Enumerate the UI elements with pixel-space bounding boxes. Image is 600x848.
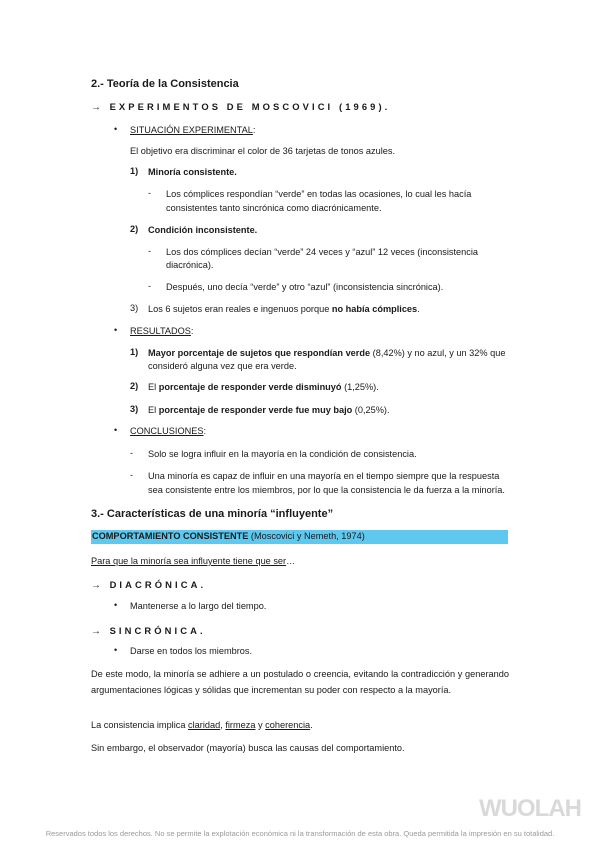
bullet-icon: • <box>114 425 118 435</box>
arrow-right-icon: → <box>91 626 101 637</box>
experiments-heading: EXPERIMENTOS DE MOSCOVICI (1969). <box>109 101 391 112</box>
sincronica-heading: SINCRÓNICA. <box>109 625 206 636</box>
dash-icon: - <box>130 448 133 458</box>
paragraph-2 <box>91 719 313 732</box>
experiments-heading-line <box>91 100 390 114</box>
result-2-bold: porcentaje de responder verde disminuyó <box>158 382 342 392</box>
resultados-heading <box>130 325 193 338</box>
result-1-rest: (8,42%) y no azul, y un 32% que <box>370 348 506 358</box>
dash-icon: - <box>148 188 151 198</box>
bullet-icon: • <box>114 325 118 335</box>
sincronica-bullet-text: Darse en todos los miembros. <box>130 646 253 656</box>
result-2-text <box>148 381 379 394</box>
diacronica-bullet-text: Mantenerse a lo largo del tiempo. <box>130 601 267 611</box>
section-3-title: 3.- Características de una minoría “influyente” <box>91 508 334 520</box>
result-3-rest: (0,25%). <box>352 405 390 415</box>
para-2-end: . <box>310 720 313 730</box>
section-3-intro <box>91 555 295 568</box>
item-2-text-a-line-1: Los dos cómplices decían “verde” 24 veces y “azul” 12 veces (inconsistencia <box>166 247 479 257</box>
conclusion-2-line-2: sea consistente entre los miembros, por lo que la consistencia le da fuerza a la minoría. <box>148 485 505 495</box>
situacion-heading <box>130 124 255 137</box>
arrow-right-icon: → <box>91 102 101 113</box>
diacronica-heading-line <box>91 578 206 592</box>
conclusiones-label: CONCLUSIONES <box>130 426 204 436</box>
diacronica-heading: DIACRÓNICA. <box>109 579 207 590</box>
word-claridad: claridad <box>188 720 221 730</box>
result-2-pre: El <box>148 382 159 392</box>
result-3-bold: porcentaje de responder verde fue muy bajo <box>158 405 353 415</box>
paragraph-3: Sin embargo, el observador (mayoría) busca las causas del comportamiento. <box>91 743 405 753</box>
result-2-number: 2) <box>130 381 139 391</box>
colon: : <box>203 426 207 436</box>
item-2-label: Condición inconsistente. <box>148 225 258 235</box>
conclusion-1: Solo se logra influir en la mayoría en la condición de consistencia. <box>148 449 417 459</box>
result-2-rest: (1,25%). <box>341 382 379 392</box>
highlight-text <box>92 530 365 543</box>
colon: : <box>252 125 256 135</box>
item-3-text <box>148 303 420 316</box>
conclusiones-heading <box>130 425 206 438</box>
situacion-label: SITUACIÓN EXPERIMENTAL <box>130 125 253 135</box>
item-3-number: 3) <box>130 303 139 313</box>
arrow-right-icon: → <box>91 580 101 591</box>
item-1-number: 1) <box>130 166 139 176</box>
dash-icon: - <box>148 246 151 256</box>
item-2-number: 2) <box>130 224 139 234</box>
word-coherencia: coherencia <box>265 720 311 730</box>
item-3-text-post: . <box>417 304 420 314</box>
item-2-text-a-line-2: diacrónica). <box>166 260 214 270</box>
paragraph-1: De este modo, la minoría se adhiere a un postulado o creencia, evitando la contradicción y generando argumentaciones lógicas y sólidas que incrementan su poder con respecto a la mayoría. <box>91 669 509 695</box>
item-2-text-b: Después, uno decía “verde” y otro “azul” (inconsistencia sincrónica). <box>166 282 444 292</box>
item-1-text-line-1: Los cómplices respondían “verde” en todas las ocasiones, lo cual les hacía <box>166 189 472 199</box>
result-3-text <box>148 404 390 417</box>
item-1-label: Minoría consistente. <box>148 167 237 177</box>
item-3-text-bold: no había cómplices <box>331 304 418 314</box>
dash-icon: - <box>148 281 151 291</box>
word-firmeza: firmeza <box>225 720 256 730</box>
intro-tail: … <box>286 556 296 566</box>
result-3-pre: El <box>148 405 159 415</box>
result-1-number: 1) <box>130 347 139 357</box>
item-3-text-pre: Los 6 sujetos eran reales e ingenuos porque <box>148 304 332 314</box>
highlight-bold: COMPORTAMIENTO CONSISTENTE <box>92 531 249 541</box>
highlight-rest: (Moscovici y Nemeth, 1974) <box>248 531 365 541</box>
objetivo-text: El objetivo era discriminar el color de 36 tarjetas de tonos azules. <box>130 146 396 156</box>
dash-icon: - <box>130 470 133 480</box>
footer-notice: Reservados todos los derechos. No se permite la explotación económica ni la transformación de esta obra. Queda permitida la impresión en su totalidad. <box>45 829 555 838</box>
bullet-icon: • <box>114 600 118 610</box>
item-1-text-line-2: consistentes tanto sincrónica como diacrónicamente. <box>166 203 382 213</box>
result-1-bold: Mayor porcentaje de sujetos que respondían verde <box>148 348 371 358</box>
colon: : <box>190 326 194 336</box>
para-2-sep-2: y <box>255 720 266 730</box>
section-2-title: 2.- Teoría de la Consistencia <box>91 78 239 90</box>
para-2-pre: La consistencia implica <box>91 720 189 730</box>
sincronica-heading-line <box>91 624 206 638</box>
wuolah-watermark-logo: WUOLAH <box>479 795 581 822</box>
bullet-icon: • <box>114 124 118 134</box>
resultados-label: RESULTADOS <box>130 326 191 336</box>
result-1-line-2: consideró alguna vez que era verde. <box>148 361 297 371</box>
result-1-line-1 <box>148 347 505 360</box>
bullet-icon: • <box>114 645 118 655</box>
intro-underlined: Para que la minoría sea influyente tiene que ser <box>91 556 287 566</box>
result-3-number: 3) <box>130 404 139 414</box>
para-2-sep-1: , <box>220 720 226 730</box>
conclusion-2-line-1: Una minoría es capaz de influir en una mayoría en el tiempo siempre que la respuesta <box>148 471 500 481</box>
